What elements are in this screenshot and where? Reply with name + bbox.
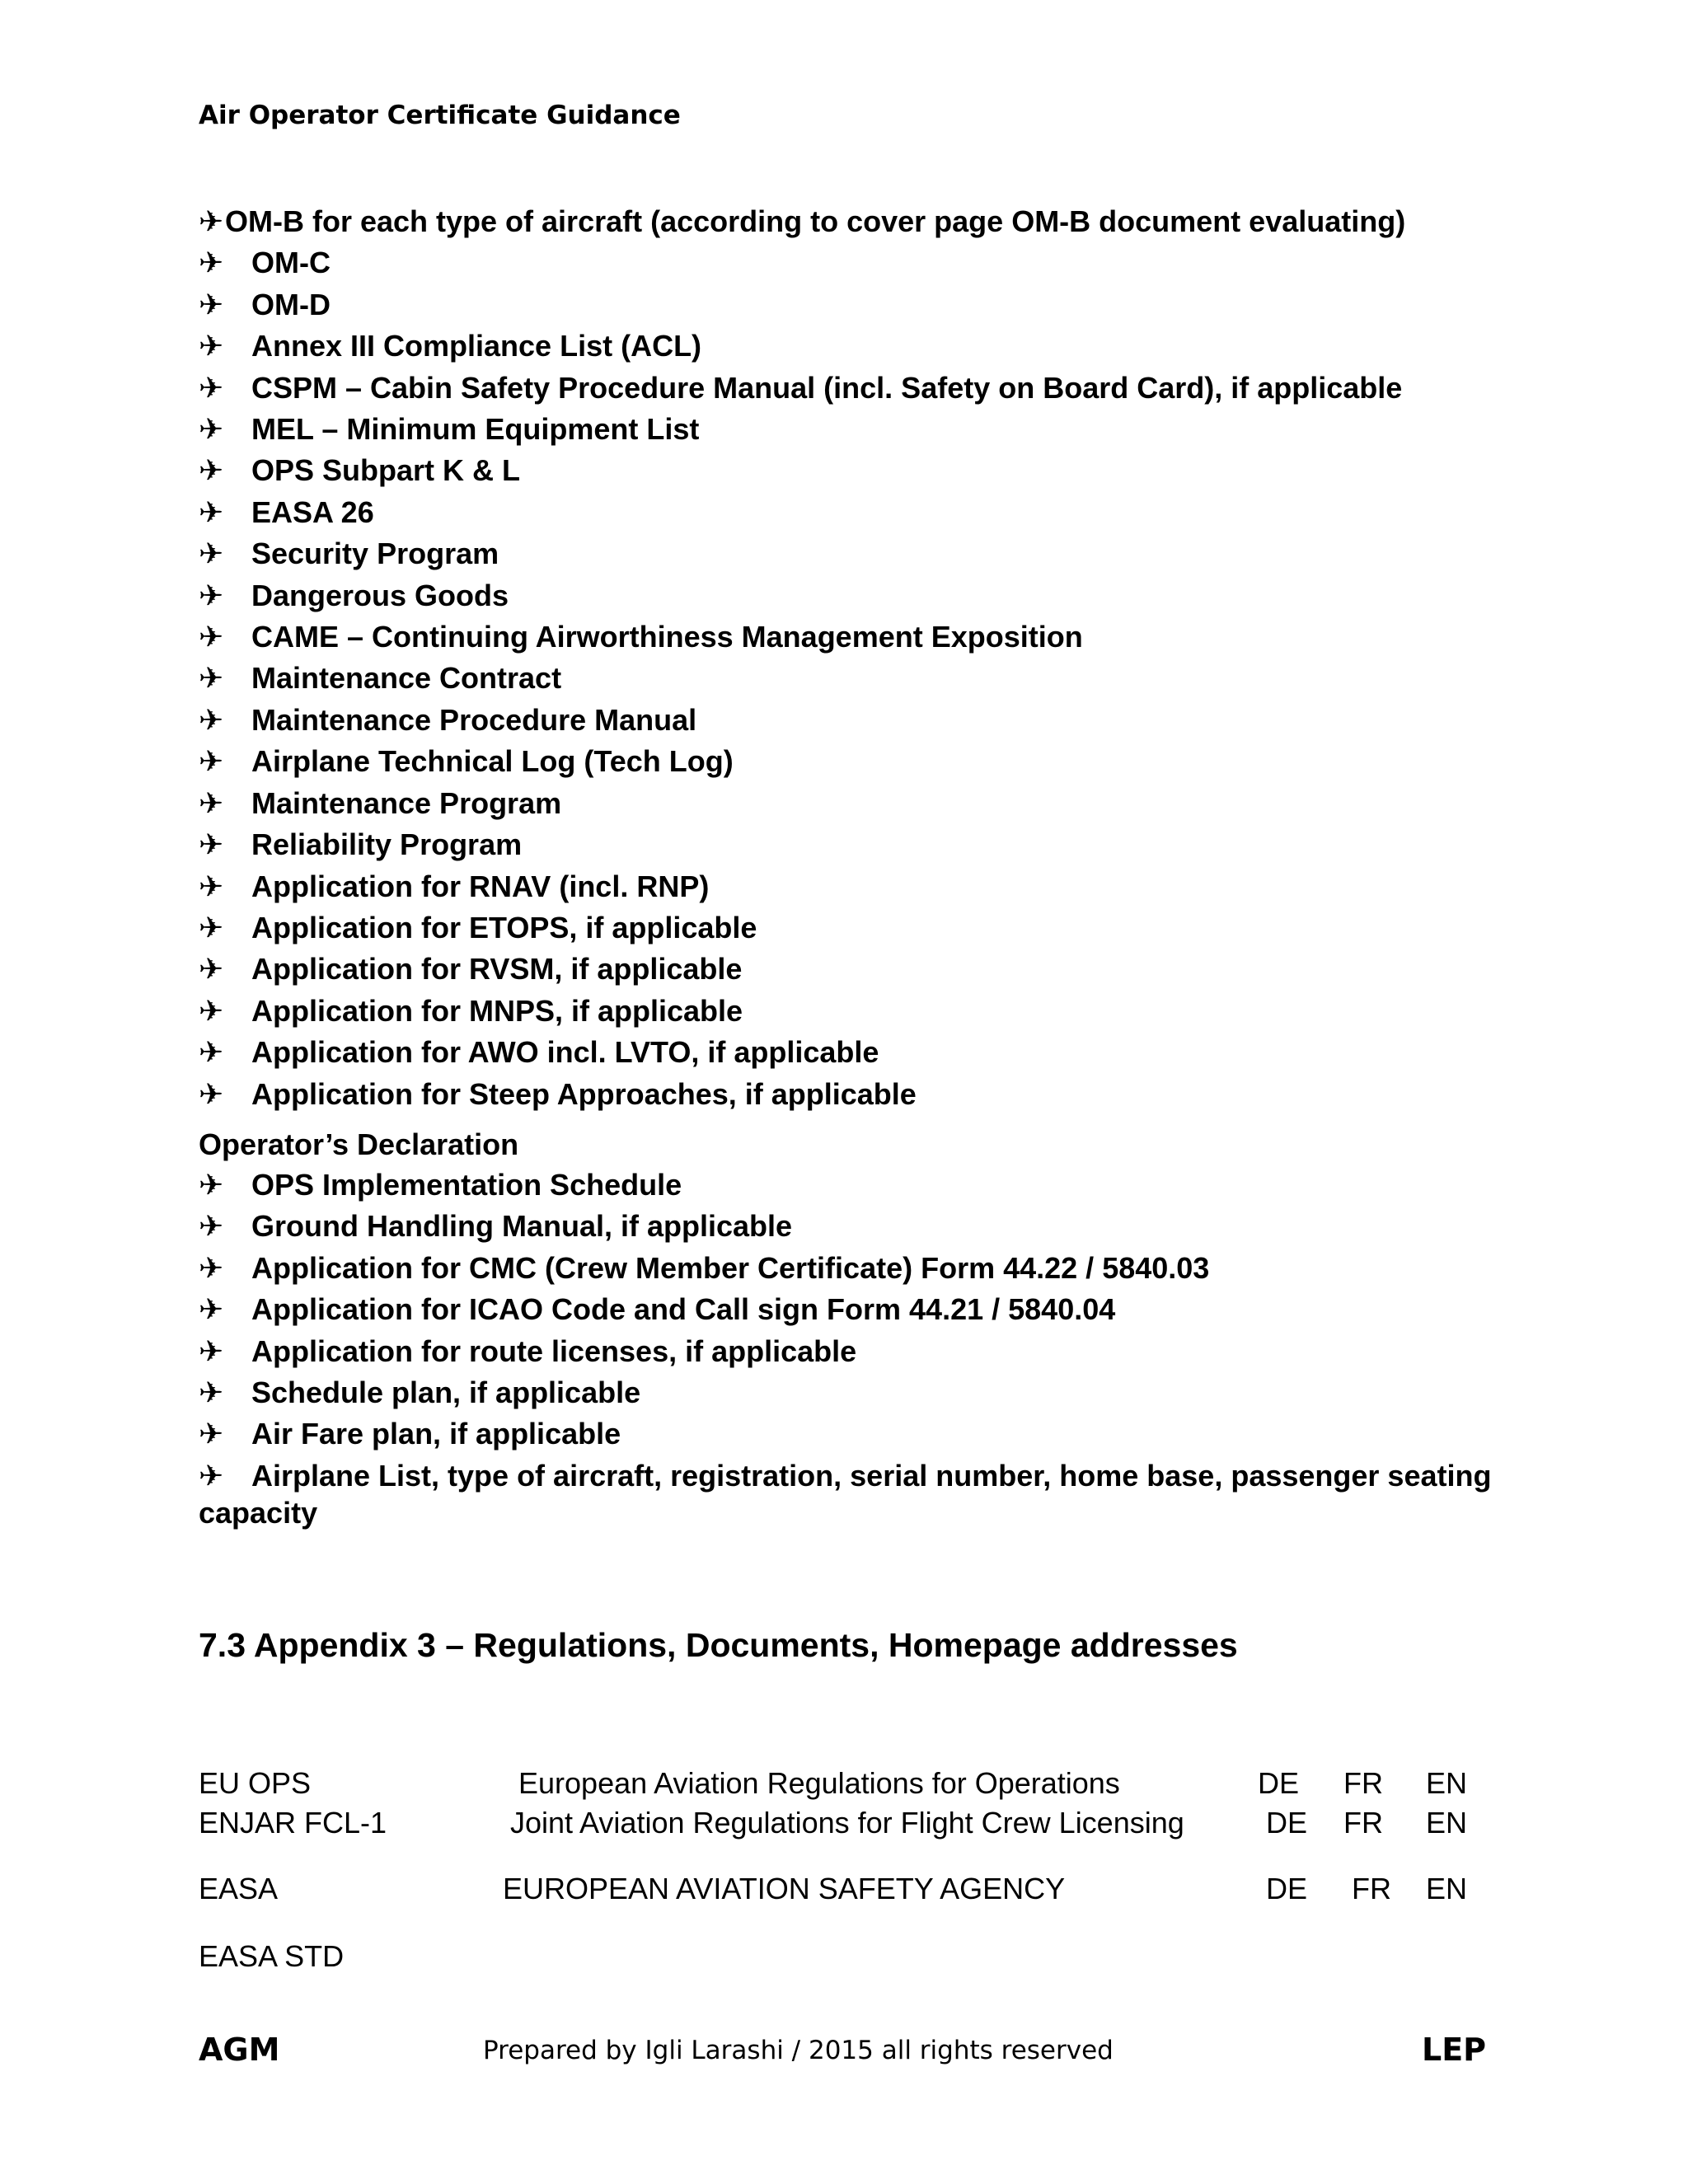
language-link-fr[interactable]: FR [1343, 1766, 1383, 1800]
page-header: Air Operator Certificate Guidance [199, 101, 681, 130]
airplane-icon: ✈ [199, 911, 224, 945]
list-item-text: EASA 26 [251, 494, 374, 529]
list-item-text: Maintenance Procedure Manual [251, 702, 697, 737]
list-item-text: CSPM – Cabin Safety Procedure Manual (incl. Safety on Board Card), if applicable [251, 370, 1403, 405]
list-item-text: OPS Implementation Schedule [251, 1168, 682, 1202]
regulation-title: EUROPEAN AVIATION SAFETY AGENCY [503, 1872, 1066, 1905]
list-item [199, 616, 1501, 658]
regulation-code: EASA [199, 1872, 279, 1905]
list-item [199, 575, 1501, 616]
language-link-de[interactable]: DE [1266, 1872, 1308, 1905]
airplane-icon: ✈ [199, 246, 224, 281]
list-item-text: Application for CMC (Crew Member Certificate) Form 44.22 / 5840.03 [251, 1250, 1210, 1285]
list-item-text: Application for AWO incl. LVTO, if applicable [251, 1035, 879, 1070]
declaration-checklist [199, 1165, 1501, 1531]
list-item-text: Security Program [251, 537, 499, 571]
list-item [199, 1372, 1501, 1413]
airplane-icon: ✈ [199, 1376, 224, 1411]
regulation-code: EASA STD [199, 1939, 345, 1973]
list-item [199, 1248, 1501, 1289]
list-item-text: Dangerous Goods [251, 578, 509, 612]
language-link-en[interactable]: EN [1426, 1806, 1468, 1840]
list-item-text: Application for MNPS, if applicable [251, 993, 743, 1028]
airplane-icon: ✈ [199, 330, 224, 364]
list-item [199, 824, 1501, 865]
list-item [199, 907, 1501, 949]
list-item [199, 409, 1501, 450]
footer-left-label: AGM [199, 2032, 280, 2068]
list-item-text: Maintenance Program [251, 785, 562, 820]
list-item-text: Maintenance Contract [251, 661, 562, 696]
language-link-fr[interactable]: FR [1352, 1872, 1391, 1905]
list-item [199, 991, 1501, 1032]
list-item [199, 741, 1501, 782]
list-item [199, 1455, 1501, 1531]
list-item [199, 866, 1501, 907]
list-item [199, 1331, 1501, 1372]
list-item-text: OM-B for each type of aircraft (according to cover page OM-B document evaluating) [225, 204, 1406, 238]
list-item-text: Air Fare plan, if applicable [251, 1417, 621, 1451]
list-item-text: Application for route licenses, if applicable [251, 1333, 857, 1368]
list-item [199, 1074, 1501, 1115]
airplane-icon: ✈ [199, 1210, 224, 1244]
list-item-text: Reliability Program [251, 827, 523, 862]
list-item-text: Airplane List, type of aircraft, registration, serial number, home base, passenger seating capacity [199, 1458, 1492, 1530]
airplane-icon: ✈ [199, 1459, 224, 1493]
airplane-icon: ✈ [199, 703, 224, 738]
list-item-text: Application for RVSM, if applicable [251, 952, 743, 987]
regulation-code: ENJAR FCL-1 [199, 1806, 387, 1840]
airplane-icon: ✈ [199, 205, 224, 239]
list-item-text: CAME – Continuing Airworthiness Management Exposition [251, 620, 1083, 654]
language-link-en[interactable]: EN [1426, 1872, 1468, 1905]
airplane-icon: ✈ [199, 579, 224, 613]
list-item [199, 658, 1501, 699]
document-checklist [199, 201, 1501, 1115]
footer-right-label: LEP [1422, 2032, 1487, 2068]
airplane-icon: ✈ [199, 621, 224, 655]
list-item [199, 700, 1501, 741]
list-item [199, 326, 1501, 367]
footer-copyright: Prepared by Igli Larashi / 2015 all rights reserved [483, 2036, 1114, 2065]
airplane-icon: ✈ [199, 1334, 224, 1369]
list-item [199, 1289, 1501, 1330]
list-item-text: MEL – Minimum Equipment List [251, 412, 700, 447]
airplane-icon: ✈ [199, 288, 224, 322]
list-item [199, 284, 1501, 326]
language-link-de[interactable]: DE [1258, 1766, 1300, 1800]
language-link-en[interactable]: EN [1426, 1766, 1468, 1800]
language-link-fr[interactable]: FR [1343, 1806, 1383, 1840]
list-item-text: Annex III Compliance List (ACL) [251, 329, 702, 363]
list-item-text: Application for ETOPS, if applicable [251, 910, 757, 944]
section-label-operators-declaration: Operator’s Declaration [199, 1127, 519, 1161]
list-item-text: Airplane Technical Log (Tech Log) [251, 744, 734, 779]
regulation-title: European Aviation Regulations for Operations [518, 1766, 1120, 1800]
list-item [199, 450, 1501, 491]
list-item-text: Application for Steep Approaches, if applicable [251, 1076, 917, 1111]
list-item [199, 1206, 1501, 1247]
airplane-icon: ✈ [199, 413, 224, 448]
list-item [199, 1413, 1501, 1455]
list-item-text: Schedule plan, if applicable [251, 1376, 641, 1410]
list-item [199, 492, 1501, 533]
airplane-icon: ✈ [199, 495, 224, 530]
airplane-icon: ✈ [199, 745, 224, 780]
airplane-icon: ✈ [199, 1293, 224, 1328]
list-item-text: Ground Handling Manual, if applicable [251, 1209, 793, 1244]
airplane-icon: ✈ [199, 869, 224, 904]
list-item-text: Application for ICAO Code and Call sign Form 44.21 / 5840.04 [251, 1292, 1116, 1327]
list-item [199, 1165, 1501, 1206]
list-item [199, 1032, 1501, 1073]
list-item [199, 368, 1501, 409]
airplane-icon: ✈ [199, 1418, 224, 1452]
list-item-text: OM-D [251, 287, 331, 321]
list-item-text: OM-C [251, 246, 331, 280]
airplane-icon: ✈ [199, 371, 224, 405]
airplane-icon: ✈ [199, 537, 224, 572]
regulation-title: Joint Aviation Regulations for Flight Crew Licensing [510, 1806, 1184, 1840]
airplane-icon: ✈ [199, 1036, 224, 1071]
airplane-icon: ✈ [199, 1169, 224, 1202]
list-item-text: Application for RNAV (incl. RNP) [251, 869, 710, 903]
list-item [199, 242, 1501, 284]
airplane-icon: ✈ [199, 994, 224, 1029]
list-item [199, 533, 1501, 574]
appendix-heading: 7.3 Appendix 3 – Regulations, Documents, Homepage addresses [199, 1626, 1238, 1664]
airplane-icon: ✈ [199, 454, 224, 489]
list-item [199, 783, 1501, 824]
list-item [199, 201, 1501, 242]
list-item [199, 949, 1501, 990]
regulation-code: EU OPS [199, 1766, 312, 1800]
airplane-icon: ✈ [199, 1077, 224, 1112]
list-item-text: OPS Subpart K & L [251, 453, 521, 488]
airplane-icon: ✈ [199, 662, 224, 696]
airplane-icon: ✈ [199, 786, 224, 821]
airplane-icon: ✈ [199, 828, 224, 863]
language-link-de[interactable]: DE [1266, 1806, 1308, 1840]
airplane-icon: ✈ [199, 1251, 224, 1286]
airplane-icon: ✈ [199, 953, 224, 987]
